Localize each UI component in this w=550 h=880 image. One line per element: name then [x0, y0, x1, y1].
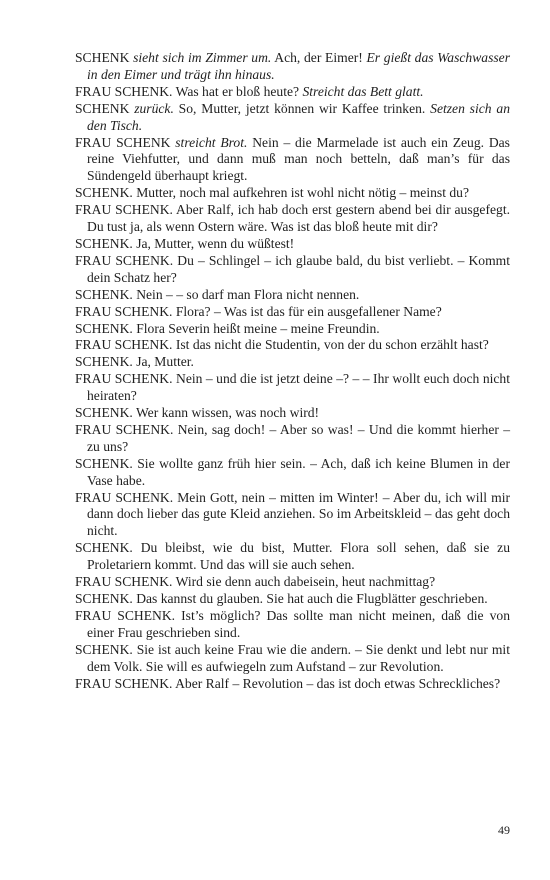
speaker-name: SCHENK.	[75, 591, 137, 606]
speaker-name: FRAU SCHENK.	[75, 83, 176, 99]
speech	[75, 321, 510, 338]
speaker-name: FRAU SCHENK.	[75, 675, 176, 691]
speech	[75, 135, 510, 186]
speech	[75, 50, 510, 84]
speaker-name: FRAU SCHENK.	[75, 421, 178, 437]
speaker-name: SCHENK	[75, 100, 135, 116]
speech	[75, 676, 510, 693]
speaker-name: SCHENK.	[75, 354, 137, 370]
stage-direction: Streicht das Bett glatt.	[302, 83, 424, 99]
speech	[75, 354, 510, 371]
speaker-name: FRAU SCHENK.	[75, 303, 176, 319]
dialogue-line: Nein, sag doch! – Aber so was! – Und die kommt hierher – zu uns?	[87, 421, 510, 454]
dialogue-line: Das kannst du glauben. Sie hat auch die Flugblätter geschrieben.	[136, 591, 488, 606]
speaker-name: FRAU SCHENK.	[75, 202, 177, 218]
speaker-name: FRAU SCHENK.	[75, 252, 178, 268]
speech	[75, 236, 510, 253]
dialogue-text	[75, 50, 510, 692]
speaker-name: SCHENK.	[75, 235, 137, 251]
stage-direction: zurück.	[134, 100, 174, 116]
dialogue-line: Nein – – so darf man Flora nicht nennen.	[136, 286, 360, 302]
page-number: 49	[498, 823, 510, 837]
dialogue-line: Was hat er bloß heute?	[175, 83, 303, 99]
speech	[75, 642, 510, 676]
speech	[75, 422, 510, 456]
dialogue-line: So, Mutter, jetzt können wir Kaffee trinken.	[173, 100, 431, 116]
dialogue-line: Du bleibst, wie du bist, Mutter. Flora soll sehen, daß sie zu Proletariern kommt. Und das will sie auch sehen.	[87, 540, 510, 573]
stage-direction: streicht Brot.	[175, 134, 248, 150]
dialogue-line: Ach, der Eimer!	[271, 50, 367, 65]
stage-direction: Er gießt das Waschwasser in den Eimer und trägt ihn hinaus.	[87, 50, 510, 82]
dialogue-line: Nein – und die ist jetzt deine –? – – Ihr wollt euch doch nicht heiraten?	[87, 371, 510, 404]
dialogue-line: Mutter, noch mal aufkehren ist wohl nicht nötig – meinst du?	[136, 185, 470, 201]
dialogue-line: Wird sie denn auch dabeisein, heut nachmittag?	[175, 574, 436, 590]
dialogue-line: Aber Ralf – Revolution – das ist doch etwas Schreckliches?	[175, 675, 501, 691]
speaker-name: SCHENK.	[75, 641, 137, 657]
stage-direction: sieht sich im Zimmer um.	[133, 50, 272, 65]
speaker-name: FRAU SCHENK.	[75, 371, 176, 387]
dialogue-line: Nein – die Marmelade ist auch ein Zeug. Das reine Viehfutter, und dann muß man noch betteln, daß man’s für das Sündengeld überhaupt kriegt.	[87, 134, 510, 184]
dialogue-line: Flora? – Was ist das für ein ausgefallener Name?	[175, 303, 442, 319]
speaker-name: SCHENK	[75, 50, 134, 65]
speaker-name: SCHENK.	[75, 185, 137, 201]
dialogue-line: Flora Severin heißt meine – meine Freundin.	[136, 320, 380, 336]
speech	[75, 202, 510, 236]
speech	[75, 84, 510, 101]
dialogue-line: Wer kann wissen, was noch wird!	[135, 405, 320, 421]
dialogue-line: Mein Gott, nein – mitten im Winter! – Aber du, ich will mir dann doch lieber das gute Kleid anziehen. So im Arbeitskleid – das geht doch nicht.	[87, 489, 510, 539]
speaker-name: SCHENK.	[75, 320, 137, 336]
speech	[75, 574, 510, 591]
dialogue-line: Ja, Mutter.	[136, 354, 194, 370]
stage-direction: Setzen sich an den Tisch.	[87, 100, 510, 133]
speaker-name: SCHENK.	[75, 405, 136, 421]
speech	[75, 337, 510, 354]
speech	[75, 456, 510, 490]
dialogue-line: Sie wollte ganz früh hier sein. – Ach, daß ich keine Blumen in der Vase habe.	[87, 455, 510, 488]
speech	[75, 490, 510, 541]
dialogue-line: Ist das nicht die Studentin, von der du schon erzählt hast?	[175, 337, 489, 353]
speaker-name: FRAU SCHENK.	[75, 574, 176, 590]
dialogue-line: Du – Schlingel – ich glaube bald, du bist verliebt. – Kommt dein Schatz her?	[87, 252, 511, 285]
speech	[75, 185, 510, 202]
page-body	[75, 50, 510, 692]
speech	[75, 304, 510, 321]
speaker-name: SCHENK.	[75, 286, 137, 302]
dialogue-line: Ja, Mutter, wenn du wüßtest!	[136, 235, 295, 251]
speaker-name: FRAU SCHENK.	[75, 607, 182, 623]
speaker-name: FRAU SCHENK.	[75, 337, 176, 353]
speech	[75, 540, 510, 574]
speech	[75, 253, 510, 287]
speaker-name: SCHENK.	[75, 455, 138, 471]
speech	[75, 287, 510, 304]
dialogue-line: Ist’s möglich? Das sollte man nicht meinen, daß die von einer Frau geschrieben sind.	[87, 607, 510, 640]
speech	[75, 608, 510, 642]
speaker-name: FRAU SCHENK	[75, 134, 176, 150]
speech	[75, 101, 510, 135]
dialogue-line: Sie ist auch keine Frau wie die andern. – Sie denkt und lebt nur mit dem Volk. Sie will es aufwiegeln zum Aufstand – zur Revolution.	[87, 641, 510, 674]
speaker-name: SCHENK.	[75, 540, 141, 556]
speech	[75, 591, 510, 608]
speaker-name: FRAU SCHENK.	[75, 489, 178, 505]
dialogue-line: Aber Ralf, ich hab doch erst gestern abend bei dir ausgefegt. Du tust ja, als wenn Ostern wäre. Was ist das bloß heute mit dir?	[87, 202, 510, 235]
speech	[75, 371, 510, 405]
speech	[75, 405, 510, 422]
